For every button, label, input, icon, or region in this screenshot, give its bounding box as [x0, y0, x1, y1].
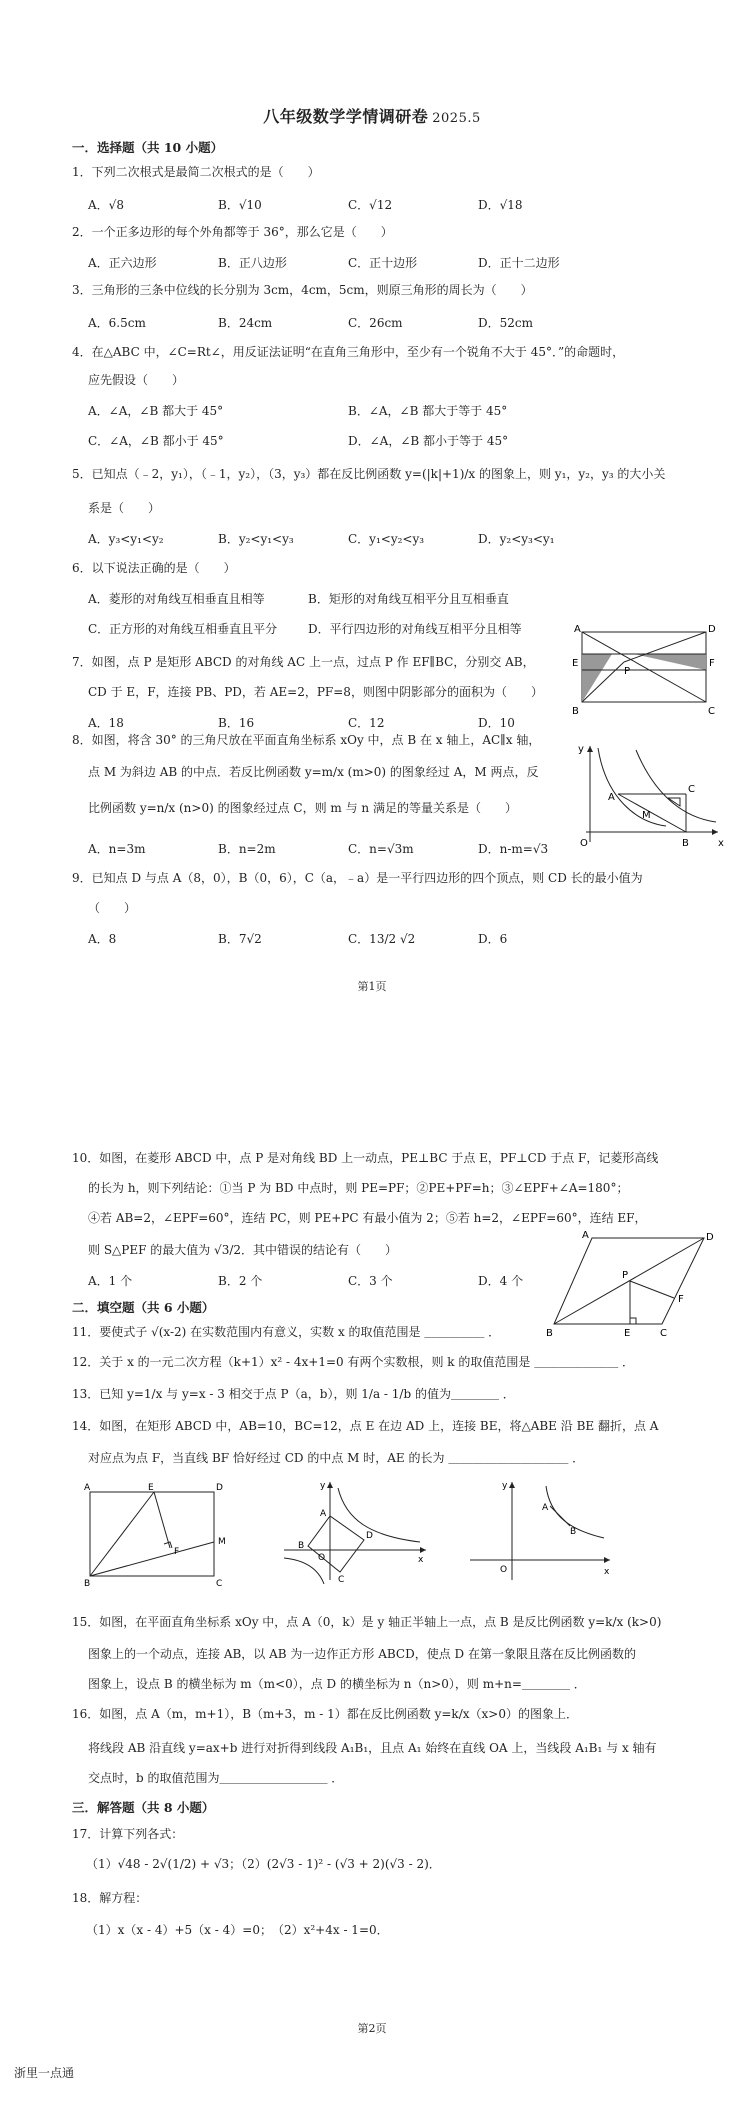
- question-5-line2: 系是（ ）: [88, 501, 161, 515]
- option-a: A．18: [88, 716, 124, 730]
- question-17: 17．计算下列各式：: [72, 1827, 184, 1841]
- label-x: x: [604, 1567, 610, 1577]
- option-c: C．正十边形: [348, 256, 418, 270]
- label-A: A: [582, 1230, 589, 1241]
- question-5-options: [88, 530, 608, 547]
- option-d: D．y₂<y₃<y₁: [478, 532, 555, 546]
- label-y: y: [320, 1481, 326, 1491]
- label-O: O: [500, 1565, 508, 1575]
- label-O: O: [318, 1553, 326, 1563]
- option-b: B．正八边形: [218, 256, 287, 270]
- question-8-line3: 比例函数 y=n/x (n>0) 的图象经过点 C，则 m 与 n 满足的等量关系是（ ）: [88, 801, 517, 815]
- label-x: x: [718, 838, 724, 849]
- label-A: A: [574, 624, 581, 635]
- label-D: D: [216, 1483, 223, 1493]
- figure-q7-rectangle: [568, 622, 724, 718]
- question-9-options: [88, 930, 608, 947]
- question-10-line1: 10．如图，在菱形 ABCD 中，点 P 是对角线 BD 上一动点，PE⊥BC 于点 E，PF⊥CD 于点 F，记菱形高线: [72, 1151, 659, 1165]
- figure-q14-rectangle: [82, 1482, 232, 1586]
- question-4-line2: 应先假设（ ）: [88, 373, 185, 387]
- question-15-line2: 图象上的一个动点，连接 AB，以 AB 为一边作正方形 ABCD，使点 D 在第一象限且落在反比例函数的: [88, 1647, 636, 1661]
- option-b: B．2 个: [218, 1274, 263, 1288]
- question-8-options: [88, 840, 608, 857]
- label-P: P: [624, 666, 631, 677]
- question-16-line3: 交点时，b 的取值范围为＿＿＿＿＿＿＿＿＿ ．: [88, 1771, 344, 1785]
- question-10-line2: 的长为 h，则下列结论：①当 P 为 BD 中点时，则 PE=PF；②PE+PF=h；③∠EPF+∠A=180°；: [88, 1181, 629, 1195]
- label-O: O: [580, 838, 588, 849]
- question-5-line1: 5．已知点（﹣2，y₁），（﹣1，y₂），（3，y₃）都在反比例函数 y=(|k|+1)/x 的图象上，则 y₁，y₂，y₃ 的大小关: [72, 467, 666, 481]
- label-C: C: [216, 1579, 223, 1586]
- option-b: B．矩形的对角线互相平分且互相垂直: [308, 592, 509, 606]
- footer-brand: 浙里一点通: [14, 2066, 75, 2080]
- question-15-line3: 图象上，设点 B 的横坐标为 m（m<0），点 D 的横坐标为 n（n>0），则 m+n=＿＿＿＿ ．: [88, 1677, 586, 1691]
- option-d: D．6: [478, 932, 508, 946]
- question-7-line2: CD 于 E，F，连接 PB、PD，若 AE=2，PF=8，则图中阴影部分的面积为（ ）: [88, 685, 543, 699]
- question-4-line1: 4．在△ABC 中，∠C=Rt∠，用反证法证明“在直角三角形中，至少有一个锐角不大于 45°．”的命题时，: [72, 345, 625, 359]
- question-3: 3．三角形的三条中位线的长分别为 3cm，4cm，5cm，则原三角形的周长为（ ）: [72, 283, 533, 297]
- label-B: B: [682, 838, 689, 849]
- option-a: A．√8: [88, 198, 124, 212]
- label-y: y: [502, 1481, 508, 1491]
- option-b: B．7√2: [218, 932, 262, 946]
- option-c: C．y₁<y₂<y₃: [348, 532, 425, 546]
- label-x: x: [418, 1555, 424, 1565]
- label-F: F: [678, 1294, 684, 1305]
- label-P: P: [622, 1270, 629, 1281]
- question-10-line3: ④若 AB=2，∠EPF=60°，连结 PC，则 PE+PC 有最小值为 2；⑤若 h=2，∠EPF=60°，连结 EF，: [88, 1211, 647, 1225]
- question-6-options-row2: [88, 620, 538, 637]
- question-7-options: [88, 714, 608, 731]
- question-2-options: [88, 254, 608, 271]
- option-b: B．16: [218, 716, 255, 730]
- label-A: A: [320, 1509, 327, 1519]
- label-F: F: [709, 658, 715, 669]
- question-15-line1: 15．如图，在平面直角坐标系 xOy 中，点 A（0，k）是 y 轴正半轴上一点，点 B 是反比例函数 y=k/x (k>0): [72, 1615, 662, 1629]
- question-16-line1: 16．如图，点 A（m，m+1），B（m+3，m - 1）都在反比例函数 y=k/x（x>0）的图象上．: [72, 1707, 578, 1721]
- label-D: D: [366, 1531, 373, 1541]
- label-M: M: [642, 810, 651, 821]
- label-E: E: [572, 658, 579, 669]
- option-b: B．24cm: [218, 316, 273, 330]
- label-F: F: [174, 1547, 180, 1557]
- question-9-line2: （ ）: [88, 901, 137, 915]
- question-8-line1: 8．如图，将含 30° 的三角尺放在平面直角坐标系 xOy 中，点 B 在 x 轴上，AC∥x 轴，: [72, 733, 541, 747]
- option-c: C．∠A，∠B 都小于 45°: [88, 434, 224, 448]
- option-b: B．y₂<y₁<y₃: [218, 532, 294, 546]
- option-c: C．26cm: [348, 316, 403, 330]
- option-c: C．正方形的对角线互相垂直且平分: [88, 622, 278, 636]
- question-4-options-row2: [88, 432, 608, 449]
- option-a: A．n=3m: [88, 842, 146, 856]
- label-B: B: [572, 706, 579, 717]
- question-11: 11．要使式子 √(x-2) 在实数范围内有意义，实数 x 的取值范围是 ＿＿＿＿＿ ．: [72, 1325, 501, 1339]
- option-d: D．10: [478, 716, 515, 730]
- label-E: E: [624, 1328, 631, 1338]
- option-b: B．√10: [218, 198, 262, 212]
- label-A: A: [542, 1503, 549, 1513]
- question-3-options: [88, 314, 608, 331]
- question-1: 1．下列二次根式是最简二次根式的是（ ）: [72, 165, 320, 179]
- label-C: C: [688, 784, 695, 795]
- label-y: y: [578, 744, 584, 755]
- question-14-line2: 对应点为点 F，当直线 BF 恰好经过 CD 的中点 M 时，AE 的长为 ＿＿＿＿＿＿＿＿＿＿ ．: [88, 1451, 585, 1465]
- label-A: A: [84, 1483, 91, 1493]
- option-c: C．12: [348, 716, 385, 730]
- option-d: D．52cm: [478, 316, 533, 330]
- option-a: A．8: [88, 932, 117, 946]
- option-a: A．∠A，∠B 都大于 45°: [88, 404, 224, 418]
- label-C: C: [338, 1575, 345, 1585]
- option-d: D．平行四边形的对角线互相平分且相等: [308, 622, 522, 636]
- question-6: 6．以下说法正确的是（ ）: [72, 561, 236, 575]
- option-d: D．4 个: [478, 1274, 524, 1288]
- label-M: M: [218, 1537, 226, 1547]
- option-c: C．√12: [348, 198, 393, 212]
- section-heading-choice: 一．选择题（共 10 小题）: [72, 140, 224, 155]
- label-E: E: [148, 1483, 154, 1493]
- question-7-line1: 7．如图，点 P 是矩形 ABCD 的对角线 AC 上一点，过点 P 作 EF∥BC，分别交 AB，: [72, 655, 535, 669]
- question-13: 13．已知 y=1/x 与 y=x - 3 相交于点 P（a，b），则 1/a - 1/b 的值为＿＿＿＿ ．: [72, 1387, 515, 1401]
- question-1-options: [88, 196, 608, 213]
- label-C: C: [660, 1328, 667, 1338]
- page-number-2: 第2页: [357, 2022, 387, 2035]
- option-d: D．∠A，∠B 都小于等于 45°: [348, 434, 509, 448]
- page-number-1: 第1页: [357, 980, 387, 993]
- option-c: C．3 个: [348, 1274, 393, 1288]
- question-8-line2: 点 M 为斜边 AB 的中点．若反比例函数 y=m/x (m>0) 的图象经过 A，M 两点，反: [88, 765, 539, 779]
- option-b: B．∠A，∠B 都大于等于 45°: [348, 404, 508, 418]
- page-title: 八年级数学学情调研卷 2025.5: [263, 107, 481, 126]
- option-a: A．6.5cm: [88, 316, 146, 330]
- label-B: B: [84, 1579, 91, 1586]
- question-12: 12．关于 x 的一元二次方程（k+1）x² - 4x+1=0 有两个实数根，则 k 的取值范围是 ＿＿＿＿＿＿＿ ．: [72, 1355, 635, 1369]
- label-B: B: [298, 1541, 305, 1551]
- question-16-line2: 将线段 AB 沿直线 y=ax+b 进行对折得到线段 A₁B₁，且点 A₁ 始终在直线 OA 上，当线段 A₁B₁ 与 x 轴有: [88, 1741, 657, 1755]
- option-a: A．正六边形: [88, 256, 157, 270]
- option-d: D．√18: [478, 198, 523, 212]
- figure-q8-coordinate: [576, 738, 726, 850]
- option-d: D．正十二边形: [478, 256, 560, 270]
- option-a: A．y₃<y₁<y₂: [88, 532, 164, 546]
- question-17-items: （1）√48 - 2√(1/2) + √3；（2）(2√3 - 1)² - (√3 + 2)(√3 - 2)．: [86, 1857, 441, 1871]
- label-C: C: [708, 706, 715, 717]
- question-10-options: [88, 1272, 608, 1289]
- figure-q16-coordinate: [466, 1476, 616, 1586]
- label-D: D: [706, 1232, 714, 1243]
- option-c: C．n=√3m: [348, 842, 414, 856]
- label-D: D: [708, 624, 716, 635]
- question-14-line1: 14．如图，在矩形 ABCD 中，AB=10，BC=12，点 E 在边 AD 上，连接 BE，将△ABE 沿 BE 翻折，点 A: [72, 1419, 659, 1433]
- figure-q15-coordinate: [280, 1476, 430, 1586]
- option-a: A．1 个: [88, 1274, 133, 1288]
- question-6-options-row1: [88, 590, 538, 607]
- question-4-options-row1: [88, 402, 608, 419]
- question-2: 2．一个正多边形的每个外角都等于 36°，那么它是（ ）: [72, 225, 393, 239]
- section-heading-fill: 二．填空题（共 6 小题）: [72, 1300, 215, 1315]
- question-18: 18．解方程：: [72, 1891, 148, 1905]
- option-c: C．13/2 √2: [348, 932, 416, 946]
- option-b: B．n=2m: [218, 842, 276, 856]
- question-9-line1: 9．已知点 D 与点 A（8，0），B（0，6），C（a，﹣a）是一平行四边形的四个顶点，则 CD 长的最小值为: [72, 871, 643, 885]
- question-18-items: （1）x（x - 4）+5（x - 4）=0； （2）x²+4x - 1=0．: [86, 1923, 389, 1937]
- label-A: A: [608, 792, 615, 803]
- question-10-line4: 则 S△PEF 的最大值为 √3/2．其中错误的结论有（ ）: [88, 1243, 398, 1257]
- option-d: D．n-m=√3: [478, 842, 549, 856]
- label-B: B: [570, 1527, 577, 1537]
- label-B: B: [546, 1328, 553, 1338]
- option-a: A．菱形的对角线互相垂直且相等: [88, 592, 265, 606]
- section-heading-solve: 三．解答题（共 8 小题）: [72, 1800, 215, 1815]
